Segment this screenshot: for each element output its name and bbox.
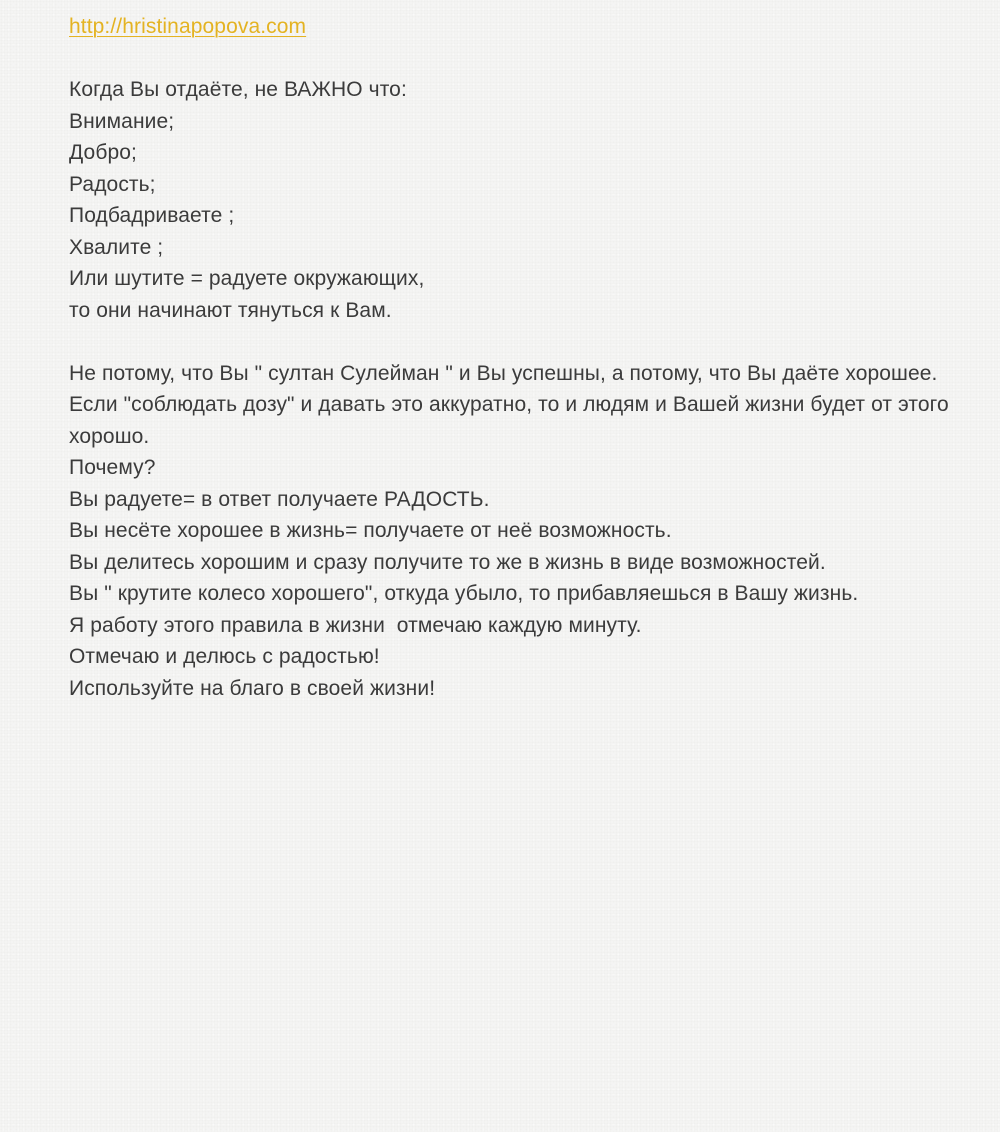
text-line: Используйте на благо в своей жизни! — [69, 676, 436, 700]
text-line: Добро; — [69, 141, 137, 164]
text-line: Вы делитесь хорошим и сразу получите то же в жизнь в виде возможностей. — [69, 550, 826, 574]
text-line: Когда Вы отдаёте, не ВАЖНО что: — [69, 78, 407, 101]
text-line: Внимание; — [69, 109, 175, 133]
text-line: Вы радуете= в ответ получаете РАДОСТЬ. — [69, 487, 490, 511]
text-line: то они начинают тянуться к Вам. — [69, 298, 392, 322]
blank-line — [69, 326, 949, 358]
text-line: Отмечаю и делюсь с радостью! — [69, 645, 380, 668]
text-line: Не потому, что Вы " султан Сулейман " и Вы успешны, а потому, что Вы даёте хорошее. — [69, 361, 938, 385]
text-line: Почему? — [69, 456, 156, 479]
website-link[interactable]: http://hristinapopova.com — [69, 15, 307, 38]
text-line: Подбадриваете ; — [69, 204, 235, 227]
blank-line — [69, 43, 949, 75]
paragraph-why — [69, 358, 955, 705]
text-line: Вы несёте хорошее в жизнь= получаете от неё возможность. — [69, 519, 672, 542]
text-line: Если "соблюдать дозу" и давать это аккуратно, то и людям и Вашей жизни будет от этого хорошо. — [69, 393, 955, 448]
note-body[interactable] — [69, 11, 955, 704]
text-line: Радость; — [69, 172, 156, 196]
text-line: Хвалите ; — [69, 235, 164, 259]
text-line: Или шутите = радуете окружающих, — [69, 267, 425, 290]
text-line: Вы " крутите колесо хорошего", откуда убыло, то прибавляешься в Вашу жизнь. — [69, 582, 859, 605]
paragraph-giving — [69, 74, 949, 326]
text-line: Я работу этого правила в жизни отмечаю каждую минуту. — [69, 613, 642, 637]
